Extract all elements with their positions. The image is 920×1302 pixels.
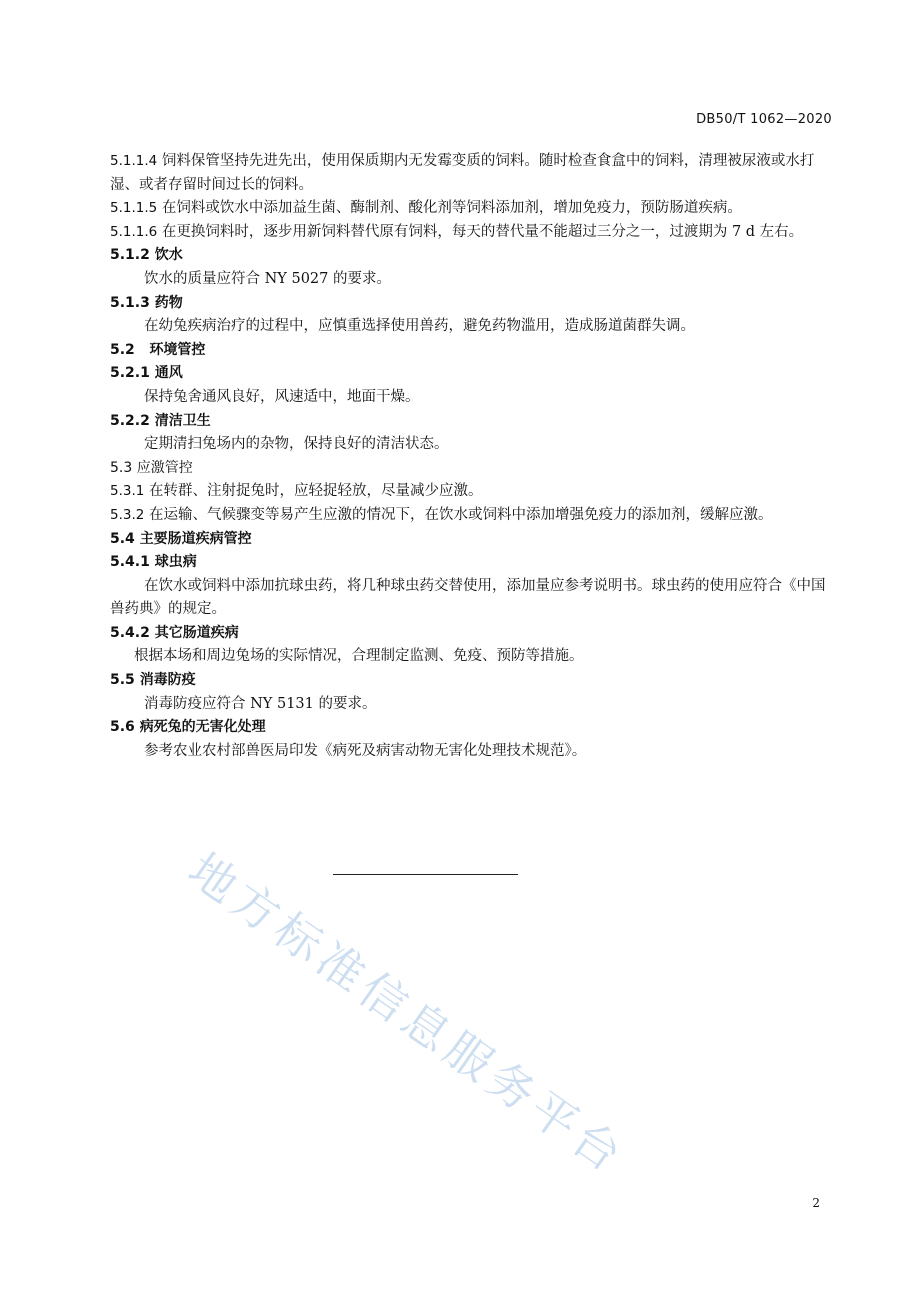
- heading-title: 其它肠道疾病: [154, 624, 239, 641]
- heading-title: 通风: [154, 365, 183, 382]
- clause-number: 5.1.1.5: [110, 200, 158, 217]
- paragraph-coccidiosis: 在饮水或饲料中添加抗球虫药，将几种球虫药交替使用，添加量应参考说明书。球虫药的使用应符合《中国兽药典》的规定。: [110, 577, 826, 618]
- heading-5-3: [110, 457, 832, 481]
- heading-number: 5.1.2: [110, 247, 150, 264]
- heading-5-2-1: [110, 362, 832, 386]
- clause-number: 5.1.1.4: [110, 153, 158, 169]
- heading-number: 5.6: [110, 719, 135, 736]
- heading-5-6: [110, 716, 832, 740]
- clause-text: 在转群、注射捉兔时，应轻捉轻放，尽量减少应激。: [144, 483, 483, 500]
- heading-5-4: [110, 528, 832, 552]
- heading-title: 球虫病: [154, 554, 197, 571]
- clause-text: 在饲料或饮水中添加益生菌、酶制剂、酸化剂等饲料添加剂，增加免疫力，预防肠道疾病。: [157, 200, 742, 217]
- heading-5-4-1: [110, 551, 832, 575]
- heading-number: 5.4: [110, 530, 135, 547]
- heading-5-2: [110, 339, 832, 363]
- heading-title: 应激管控: [136, 459, 193, 476]
- paragraph-dead-rabbit-disposal: 参考农业农村部兽医局印发《病死及病害动物无害化处理技术规范》。: [144, 742, 587, 759]
- paragraph-ventilation: 保持兔舍通风良好，风速适中，地面干燥。: [144, 388, 420, 405]
- heading-number: 5.2: [110, 341, 135, 358]
- clause-text: 在更换饲料时，逐步用新饲料替代原有饲料，每天的替代量不能超过三分之一，过渡期为 7 d 左右。: [157, 223, 804, 240]
- heading-5-5: [110, 669, 832, 693]
- clause-number: 5.3.2: [110, 506, 145, 523]
- paragraph-disinfection: 消毒防疫应符合 NY 5131 的要求。: [144, 695, 377, 712]
- clause-5-3-1: [110, 480, 832, 504]
- heading-title: 清洁卫生: [154, 412, 211, 429]
- heading-title: 病死兔的无害化处理: [139, 719, 266, 736]
- heading-5-1-3: [110, 292, 832, 316]
- heading-number: 5.4.2: [110, 624, 150, 641]
- heading-number: 5.3: [110, 459, 133, 476]
- clause-text: 在运输、气候骤变等易产生应激的情况下，在饮水或饲料中添加增强免疫力的添加剂，缓解应激。: [144, 506, 773, 523]
- heading-title: 环境管控: [149, 341, 206, 358]
- heading-number: 5.2.1: [110, 365, 150, 382]
- heading-title: 药物: [154, 294, 183, 311]
- document-body: [110, 150, 832, 763]
- clause-5-3-2: [110, 504, 832, 528]
- paragraph-cleaning: 定期清扫兔场内的杂物，保持良好的清洁状态。: [144, 436, 449, 453]
- heading-5-1-2: [110, 244, 832, 268]
- standard-code: DB50/T 1062—2020: [696, 112, 832, 127]
- clause-5-1-1-6: [110, 221, 832, 245]
- clause-number: 5.3.1: [110, 483, 145, 500]
- heading-number: 5.4.1: [110, 554, 150, 571]
- heading-5-2-2: [110, 410, 832, 434]
- clause-5-1-1-4: [110, 150, 832, 197]
- heading-title: 主要肠道疾病管控: [139, 530, 252, 547]
- clause-5-1-1-5: [110, 197, 832, 221]
- heading-number: 5.2.2: [110, 412, 150, 429]
- paragraph-other-diseases: 根据本场和周边兔场的实际情况，合理制定监测、免疫、预防等措施。: [134, 648, 584, 665]
- heading-title: 消毒防疫: [139, 672, 196, 689]
- clause-number: 5.1.1.6: [110, 223, 158, 240]
- heading-number: 5.1.3: [110, 294, 150, 311]
- heading-title: 饮水: [154, 247, 183, 264]
- end-divider: [333, 874, 518, 875]
- heading-5-4-2: [110, 622, 832, 646]
- paragraph-drinking-water: 饮水的质量应符合 NY 5027 的要求。: [144, 270, 391, 287]
- paragraph-medicine: 在幼兔疾病治疗的过程中，应慎重选择使用兽药，避免药物滥用，造成肠道菌群失调。: [144, 318, 695, 335]
- clause-text: 饲料保管坚持先进先出，使用保质期内无发霉变质的饲料。随时检查食盒中的饲料，清理被尿液或水打湿、或者存留时间过长的饲料。: [110, 153, 815, 193]
- page-number: 2: [812, 1196, 820, 1210]
- watermark: 地方标准信息服务平台: [178, 842, 636, 1185]
- heading-number: 5.5: [110, 672, 135, 689]
